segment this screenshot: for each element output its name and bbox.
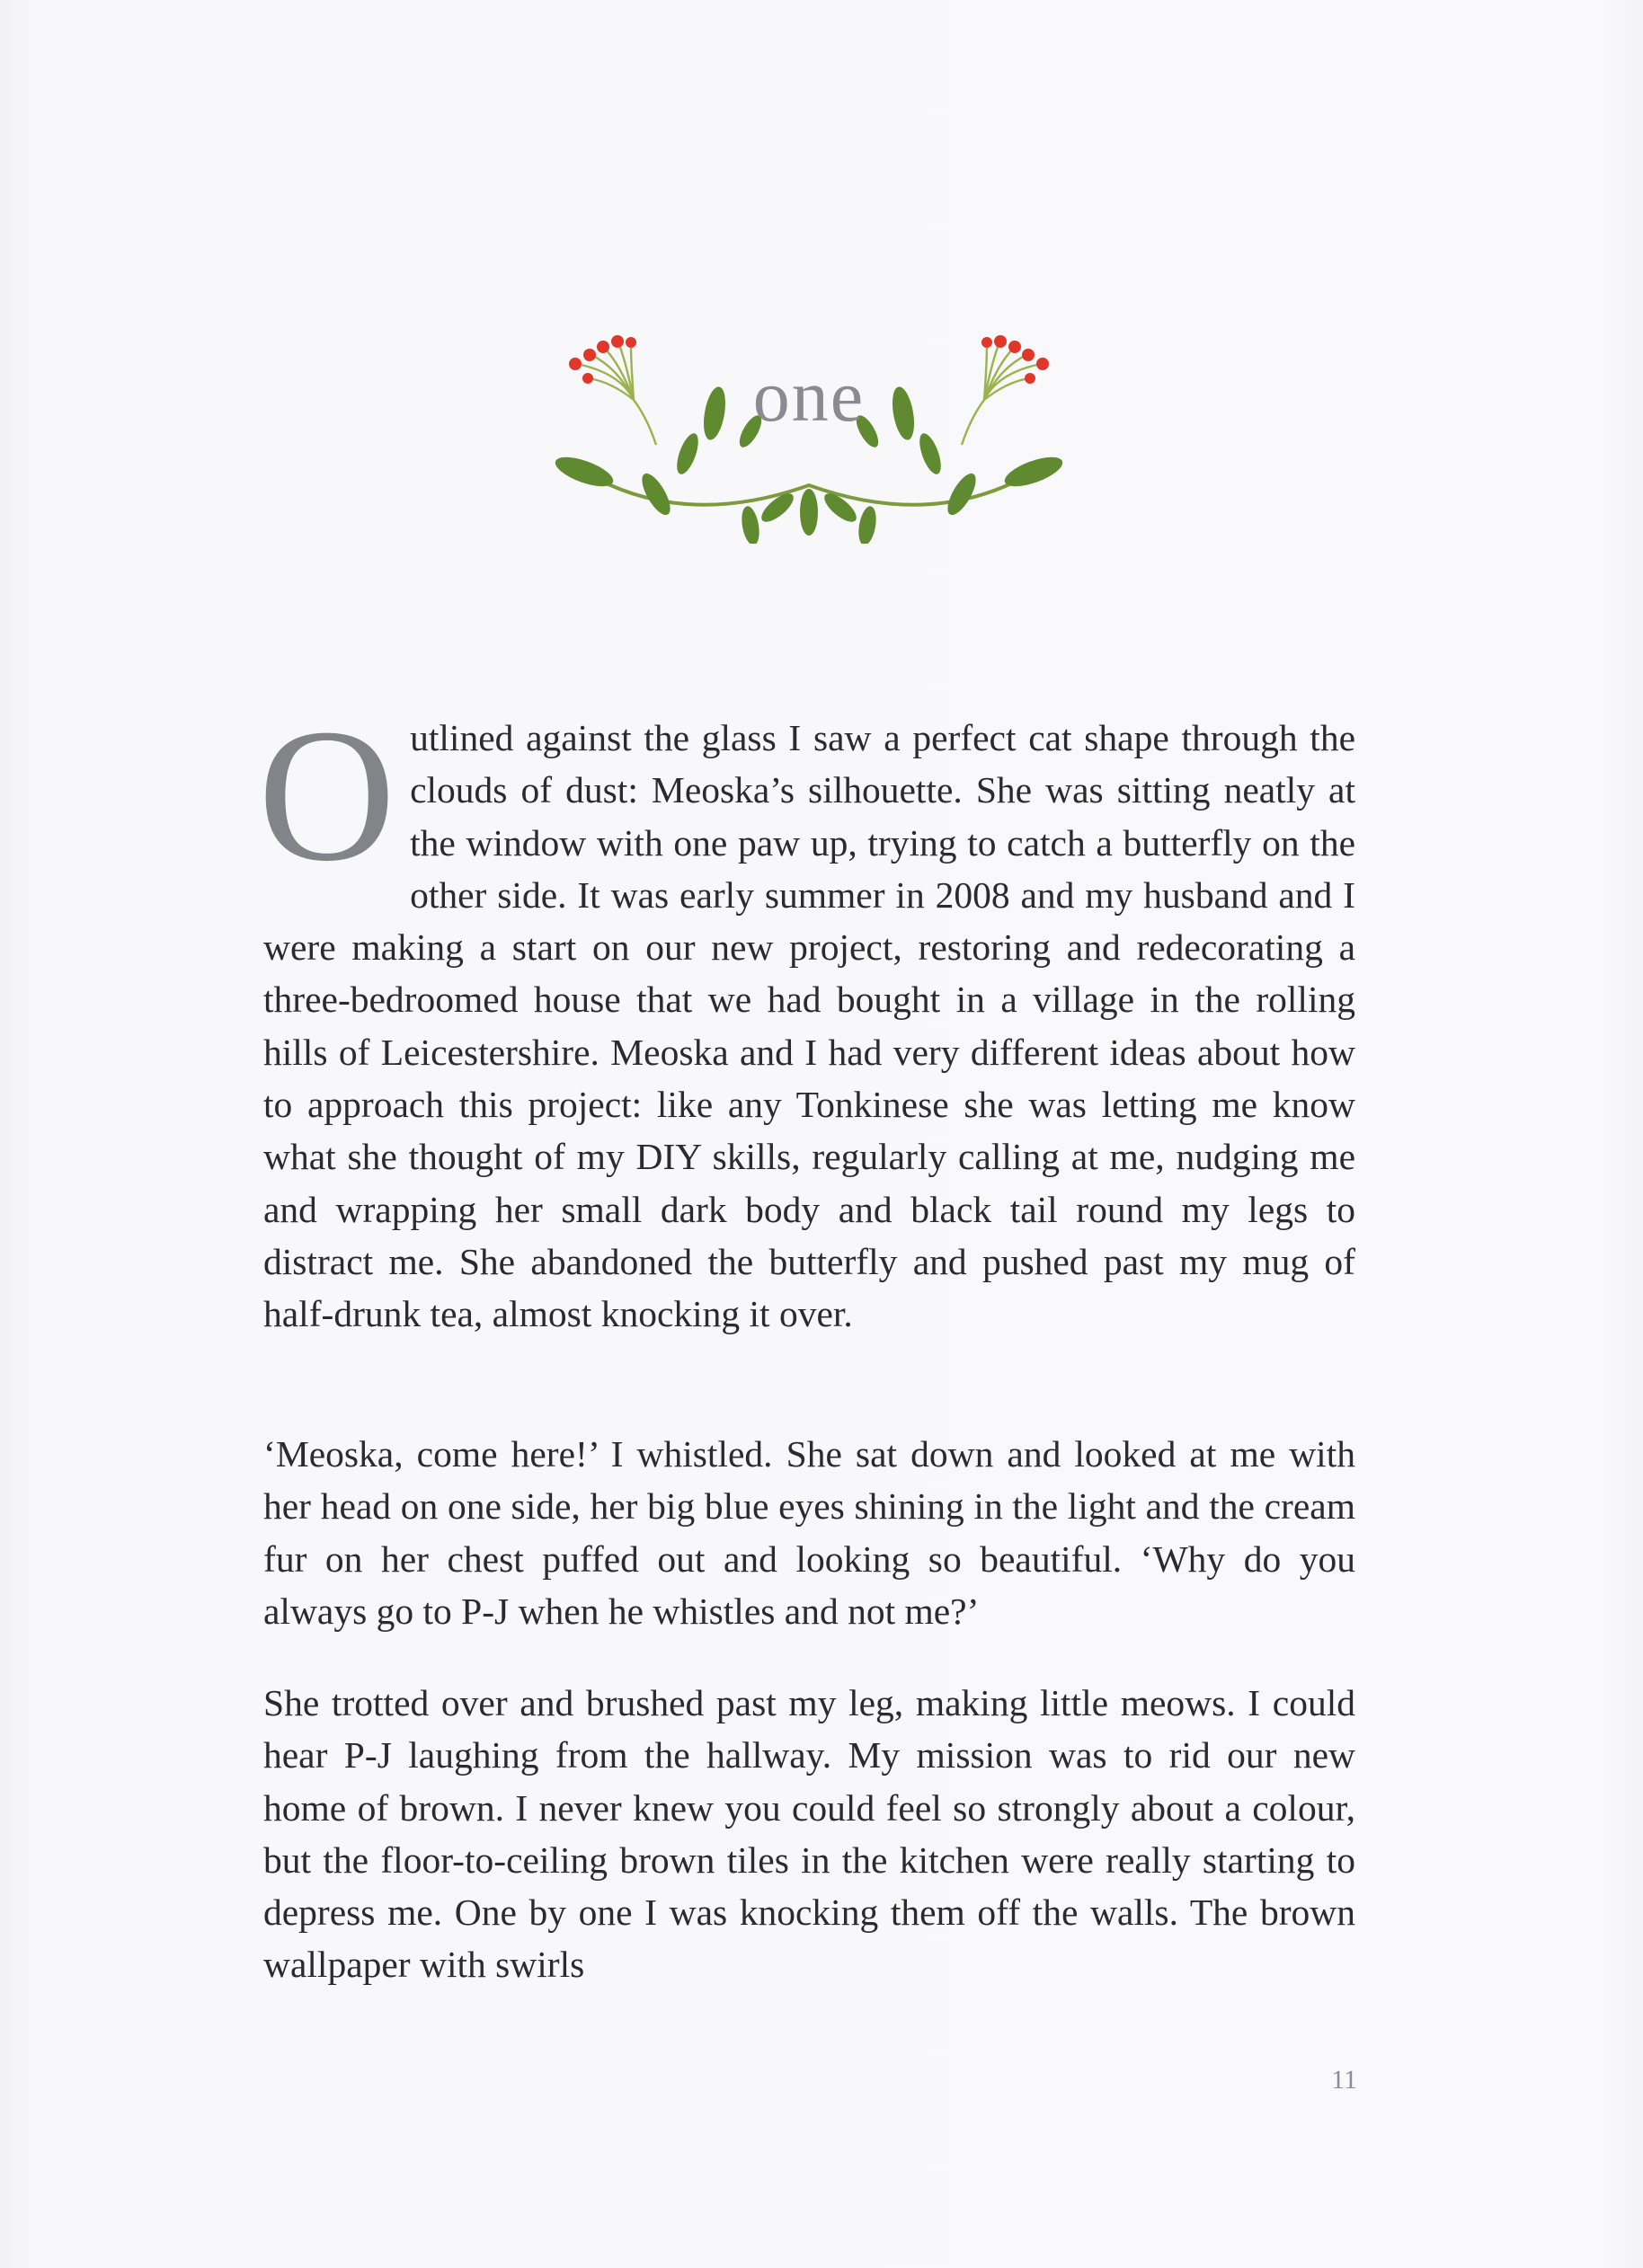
paragraph-1-text: utlined against the glass I saw a perfect cat shape through the clouds of dust: Meoska’s silhouette. She was sitting neatly at the window with one paw up, trying to catch a butterfly on the other side. It was early summer in 2008 and my husband and I were making a start on our new project, restoring and redecorating a three-bedroomed house that we had bought in a village in the rolling hills of Leicestershire. Meoska and I had very different ideas about how to approach this project: like any Tonkinese she was letting me know what she thought of my DIY skills, regularly calling at me, nudging me and wrapping her small dark body and black tail round my legs to distract me. She abandoned the butterfly and pushed past my mug of half-drunk tea, almost knocking it over.	[263, 717, 1355, 1335]
paragraph-2	[263, 1428, 1355, 1637]
drop-cap: O	[258, 689, 396, 900]
paragraph-2-text: ‘Meoska, come here!’ I whistled. She sat down and looked at me with her head on one side, her big blue eyes shining in the light and the cream fur on her chest puffed out and looking so beautiful. ‘Why do you always go to P-J when he whistles and not me?’	[263, 1433, 1355, 1632]
paragraph-3-text: She trotted over and brushed past my leg, making little meows. I could hear P-J laughing from the hallway. My mission was to rid our new home of brown. I never knew you could feel so strongly about a colour, but the floor-to-ceiling brown tiles in the kitchen were really starting to depress me. One by one I was knocking them off the walls. The brown wallpaper with swirls	[263, 1682, 1355, 1986]
paragraph-1	[258, 689, 1355, 1341]
page-number: 11	[1331, 2065, 1357, 2095]
paragraph-3	[263, 1677, 1355, 1991]
chapter-title: one	[752, 355, 866, 437]
